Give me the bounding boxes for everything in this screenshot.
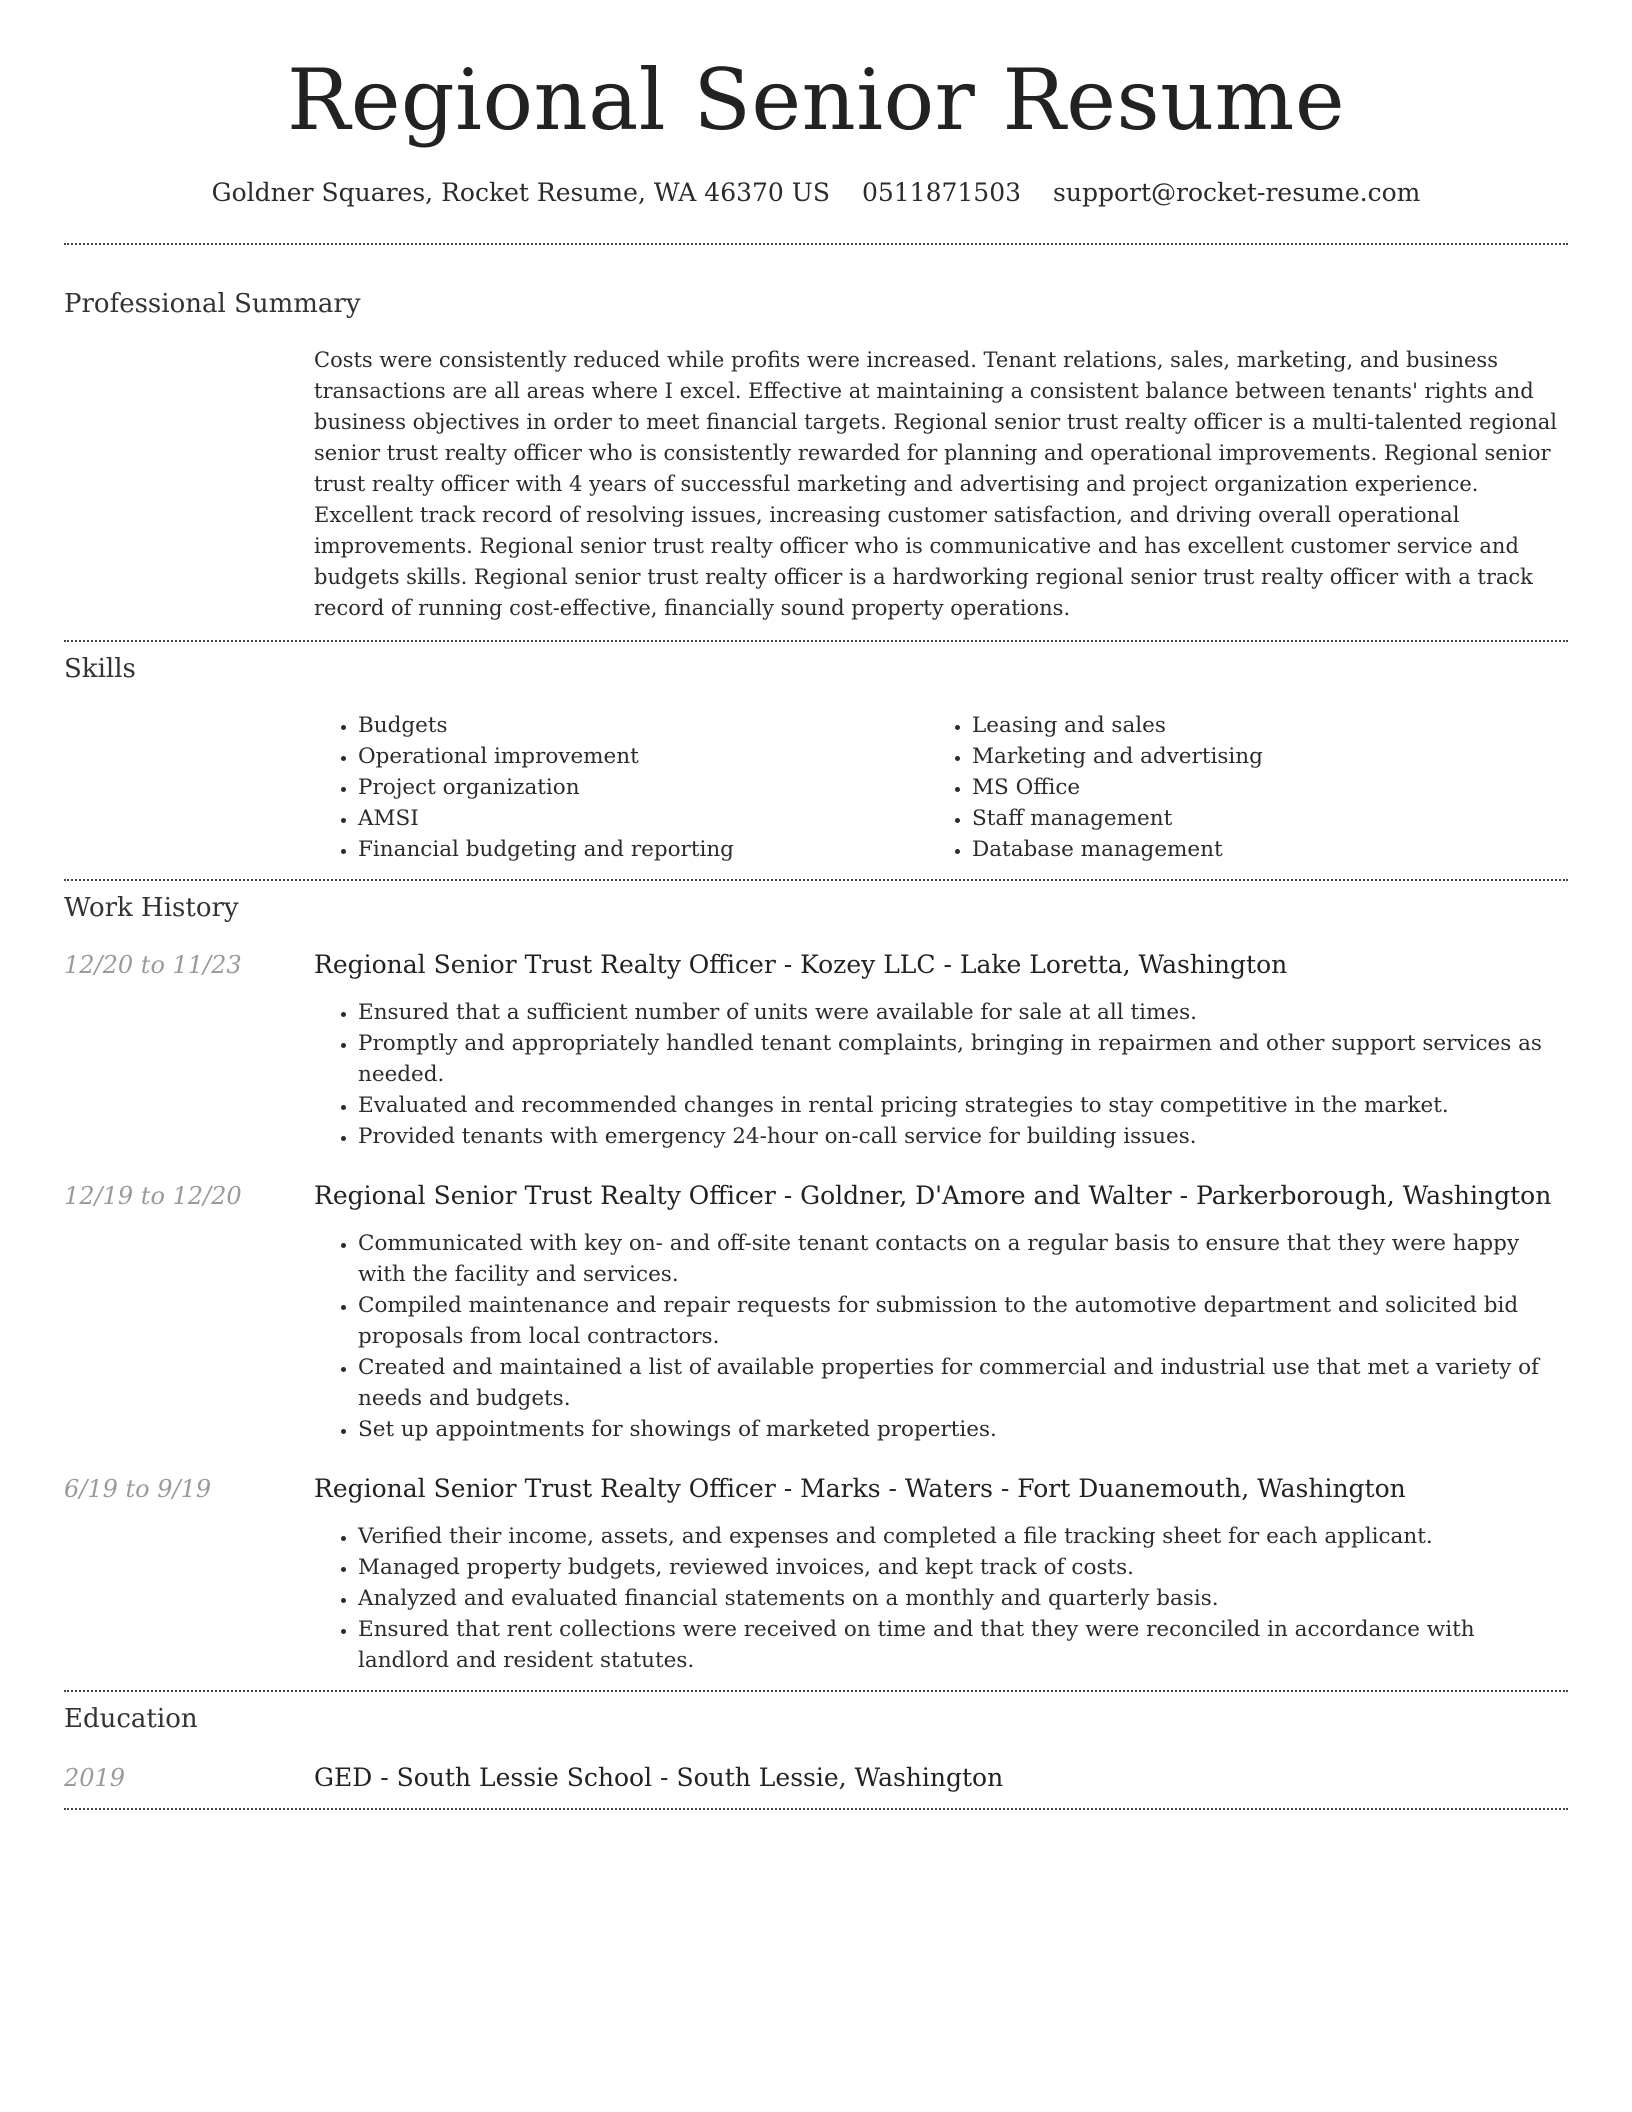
work-section: [64, 893, 1568, 1676]
job-bullets: [314, 1228, 1568, 1445]
section-title-education: Education: [64, 1704, 198, 1734]
job-bullet: • Evaluated and recommended changes in rental pricing strategies to stay competitive in the market.: [358, 1090, 1568, 1121]
skill-item: • Database management: [972, 834, 1542, 865]
job-heading: Regional Senior Trust Realty Officer - Goldner, D'Amore and Walter - Parkerborough, Washington: [314, 1181, 1552, 1210]
job-entry: [64, 1180, 1568, 1445]
divider: [64, 1690, 1568, 1692]
skills-column-right: [928, 710, 1542, 865]
job-bullet: • Promptly and appropriately handled tenant complaints, bringing in repairmen and other support services as needed.: [358, 1028, 1568, 1090]
education-section: [64, 1704, 1568, 1794]
skill-item: • Staff management: [972, 803, 1542, 834]
skills-column-left: [314, 710, 928, 865]
job-bullet: • Ensured that a sufficient number of units were available for sale at all times.: [358, 997, 1568, 1028]
skill-item: • AMSI: [358, 803, 928, 834]
job-dates: 6/19 to 9/19: [64, 1475, 212, 1503]
skills-grid: [314, 710, 1568, 865]
job-bullet: • Compiled maintenance and repair requests for submission to the automotive department and solicited bid proposals from local contractors.: [358, 1290, 1568, 1352]
education-heading: GED - South Lessie School - South Lessie, Washington: [314, 1763, 1004, 1792]
skill-item: • MS Office: [972, 772, 1542, 803]
job-bullets: [314, 1521, 1568, 1676]
skills-section: [64, 654, 1568, 865]
education-entry: [64, 1762, 1568, 1794]
divider: [64, 640, 1568, 642]
divider: [64, 1808, 1568, 1810]
education-year: 2019: [64, 1764, 126, 1792]
job-heading: Regional Senior Trust Realty Officer - Kozey LLC - Lake Loretta, Washington: [314, 950, 1288, 979]
divider: [64, 879, 1568, 881]
job-bullet: • Communicated with key on- and off-site tenant contacts on a regular basis to ensure that they were happy with the facility and services.: [358, 1228, 1568, 1290]
divider: [64, 243, 1568, 245]
job-bullet: • Analyzed and evaluated financial statements on a monthly and quarterly basis.: [358, 1583, 1568, 1614]
skill-item: • Project organization: [358, 772, 928, 803]
job-entry: [64, 949, 1568, 1152]
skill-item: • Budgets: [358, 710, 928, 741]
contact-address: Goldner Squares, Rocket Resume, WA 46370 US: [211, 178, 830, 207]
job-bullet: • Set up appointments for showings of marketed properties.: [358, 1414, 1568, 1445]
job-bullet: • Verified their income, assets, and expenses and completed a file tracking sheet for each applicant.: [358, 1521, 1568, 1552]
skill-item: • Financial budgeting and reporting: [358, 834, 928, 865]
resume-title: Regional Senior Resume: [286, 51, 1346, 149]
skill-item: • Marketing and advertising: [972, 741, 1542, 772]
job-heading: Regional Senior Trust Realty Officer - Marks - Waters - Fort Duanemouth, Washington: [314, 1474, 1406, 1503]
skill-item: • Operational improvement: [358, 741, 928, 772]
job-bullet: • Ensured that rent collections were received on time and that they were reconciled in accordance with landlord and resident statutes.: [358, 1614, 1568, 1676]
job-entry: [64, 1473, 1568, 1676]
job-dates: 12/19 to 12/20: [64, 1182, 242, 1210]
summary-section: [64, 289, 1568, 624]
section-title-summary: Professional Summary: [64, 289, 361, 319]
section-title-skills: Skills: [64, 654, 136, 684]
skill-item: • Leasing and sales: [972, 710, 1542, 741]
job-bullet: • Created and maintained a list of available properties for commercial and industrial use that met a variety of needs and budgets.: [358, 1352, 1568, 1414]
contact-email: support@rocket-resume.com: [1053, 178, 1421, 207]
summary-text: Costs were consistently reduced while profits were increased. Tenant relations, sales, marketing, and business transactions are all areas where I excel. Effective at maintaining a consistent balance between tenants' rights and business objectives in order to meet financial targets. Regional senior trust realty officer is a multi-talented regional senior trust realty officer who is consistently rewarded for planning and operational improvements. Regional senior trust realty officer with 4 years of successful marketing and advertising and project organization experience. Excellent track record of resolving issues, increasing customer satisfaction, and driving overall operational improvements. Regional senior trust realty officer who is communicative and has excellent customer service and budgets skills. Regional senior trust realty officer is a hardworking regional senior trust realty officer with a track record of running cost-effective, financially sound property operations.: [314, 348, 1557, 620]
section-title-work: Work History: [64, 893, 239, 923]
contact-line: [64, 178, 1568, 207]
job-bullet: • Managed property budgets, reviewed invoices, and kept track of costs.: [358, 1552, 1568, 1583]
job-dates: 12/20 to 11/23: [64, 951, 242, 979]
job-bullets: [314, 997, 1568, 1152]
job-bullet: • Provided tenants with emergency 24-hour on-call service for building issues.: [358, 1121, 1568, 1152]
job-body: [314, 1473, 1568, 1676]
contact-phone: 0511871503: [861, 178, 1022, 207]
job-body: [314, 1180, 1568, 1445]
job-body: [314, 949, 1568, 1152]
